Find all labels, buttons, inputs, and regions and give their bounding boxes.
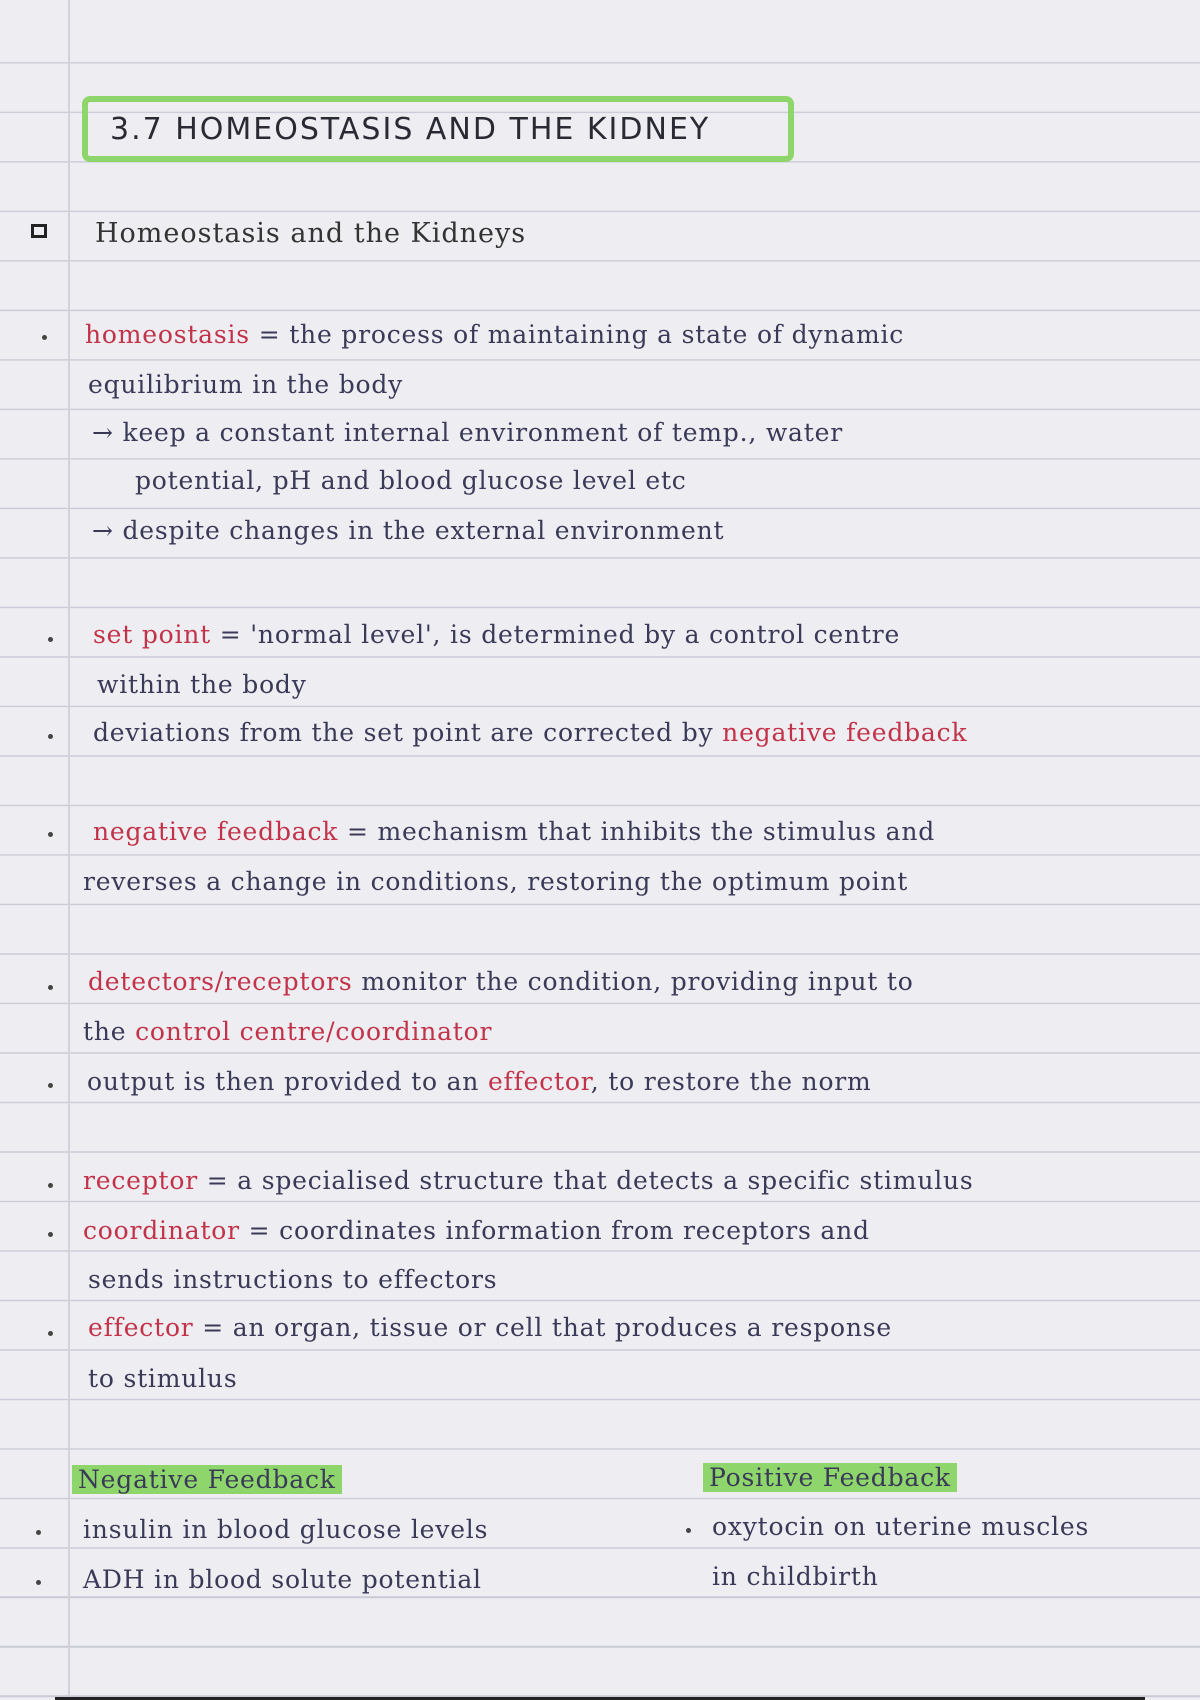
set-point-definition [93,620,900,649]
page-title: 3.7 HOMEOSTASIS AND THE KIDNEY [110,111,711,147]
homeostasis-definition [85,320,904,349]
bullet-icon [48,985,53,990]
bullet-icon [48,1183,53,1188]
homeostasis-arrow1-line2: potential, pH and blood glucose level etc [135,466,687,495]
term-detectors-receptors: detectors/receptors [88,967,353,996]
set-point-def-line1: = 'normal level', is determined by a control centre [211,620,901,649]
title-box [82,96,794,162]
positive-feedback-example-line1: oxytocin on uterine muscles [712,1512,1090,1541]
homeostasis-def-line2: equilibrium in the body [88,370,404,399]
term-control-centre: control centre/coordinator [135,1017,493,1046]
term-negative-feedback-ref: negative feedback [722,718,968,747]
output-prefix: output is then provided to an [87,1067,488,1096]
coordinator-def-line1: = coordinates information from receptors and [239,1216,870,1245]
homeostasis-arrow2: → despite changes in the external environment [92,516,725,545]
output-line [87,1067,872,1096]
negative-feedback-example-2: ADH in blood solute potential [83,1565,482,1594]
coordinator-def-line2: sends instructions to effectors [88,1265,498,1294]
positive-feedback-label [703,1463,957,1492]
term-receptor: receptor [83,1166,198,1195]
negative-feedback-label [72,1465,342,1494]
bullet-icon [686,1528,691,1533]
term-effector: effector [88,1313,194,1342]
effector-def-line2: to stimulus [88,1364,238,1393]
positive-feedback-label-text: Positive Feedback [703,1463,957,1492]
homeostasis-arrow1-line1: → keep a constant internal environment of temp., water [92,418,843,447]
detectors-line2-prefix: the [83,1017,136,1046]
bullet-icon [48,734,53,739]
set-point-def-line2: within the body [97,670,307,699]
deviations-line [93,718,967,747]
bullet-icon [48,637,53,642]
bullet-icon [48,832,53,837]
effector-def-line1: = an organ, tissue or cell that produces a response [193,1313,893,1342]
negative-feedback-example-1: insulin in blood glucose levels [83,1515,489,1544]
detectors-line1 [88,967,914,996]
deviations-text: deviations from the set point are corrected by [93,718,723,747]
coordinator-definition [83,1216,870,1245]
positive-feedback-example-line2: in childbirth [712,1562,879,1591]
receptor-def: = a specialised structure that detects a specific stimulus [198,1166,974,1195]
bullet-icon [48,1232,53,1237]
bullet-icon [42,335,47,340]
bullet-icon [36,1580,41,1585]
term-effector-ref: effector [487,1067,591,1096]
receptor-definition [83,1166,974,1195]
term-coordinator: coordinator [83,1216,240,1245]
detectors-line1-rest: monitor the condition, providing input to [352,967,914,996]
bullet-icon [48,1331,53,1336]
section-heading: Homeostasis and the Kidneys [95,218,527,249]
homeostasis-def-line1: = the process of maintaining a state of dynamic [249,320,905,349]
margin-line [68,0,70,1700]
negative-feedback-definition [93,817,935,846]
negative-feedback-label-text: Negative Feedback [72,1465,342,1494]
heading-checkbox-icon [31,224,47,238]
negative-feedback-def-line2: reverses a change in conditions, restoring the optimum point [83,867,909,896]
bullet-icon [48,1083,53,1088]
term-homeostasis: homeostasis [85,320,250,349]
negative-feedback-def-line1: = mechanism that inhibits the stimulus and [338,817,936,846]
detectors-line2 [83,1017,492,1046]
term-negative-feedback: negative feedback [93,817,339,846]
term-set-point: set point [93,620,212,649]
bullet-icon [36,1530,41,1535]
effector-definition [88,1313,892,1342]
output-suffix: , to restore the norm [590,1067,872,1096]
